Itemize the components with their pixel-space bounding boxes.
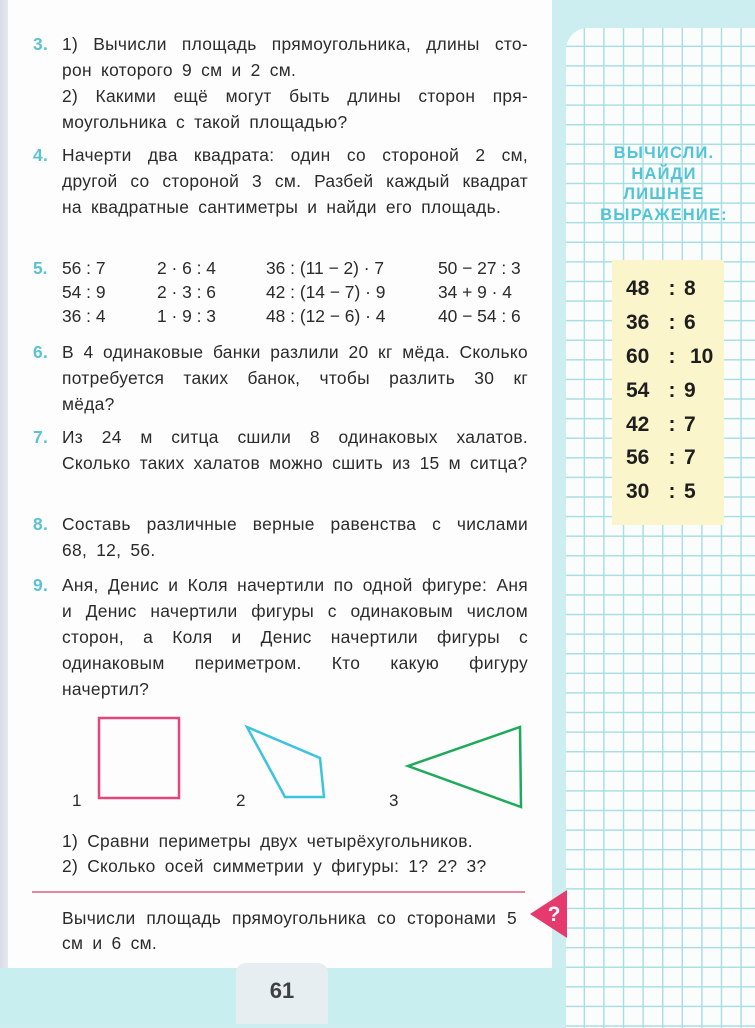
expression: 36 : (11 − 2) · 7 xyxy=(266,258,385,278)
task-line: рон которого 9 см и 2 см. xyxy=(62,60,297,80)
task-number: 9. xyxy=(33,575,49,595)
operator: : xyxy=(668,345,676,368)
figure-label: 2 xyxy=(236,791,246,810)
sidebar-title-line: ВЫЧИСЛИ. xyxy=(613,144,715,162)
task-line: 1) Вычисли площадь прямоугольника, длины сто- xyxy=(62,34,528,54)
operator: : xyxy=(668,446,676,469)
question-badge-shape xyxy=(530,890,568,940)
card-expression xyxy=(612,480,724,512)
task-7 xyxy=(33,424,528,476)
divisor: 6 xyxy=(684,311,696,334)
expression: 36 : 4 xyxy=(62,306,106,326)
subquestion: 1) Сравни периметры двух четырёхугольников. xyxy=(62,831,473,851)
operator: : xyxy=(668,379,676,402)
task-number: 7. xyxy=(33,427,49,447)
operator: : xyxy=(668,480,676,503)
expression: 42 : (14 − 7) · 9 xyxy=(266,282,386,302)
sidebar-title-line: НАЙДИ xyxy=(631,164,697,183)
task-line: моугольника с такой площадью? xyxy=(62,112,348,132)
task-line: 2) Какими ещё могут быть длины сторон пря- xyxy=(62,86,528,106)
expression-column xyxy=(266,256,385,328)
expression: 2 · 3 : 6 xyxy=(157,282,216,302)
task-text: Из 24 м ситца сшили 8 одинаковых халатов. Сколько таких халатов можно сшить из 15 м ситца? xyxy=(62,427,528,473)
task-number: 6. xyxy=(33,342,49,362)
divisor: 7 xyxy=(684,413,696,436)
expression: 50 − 27 : 3 xyxy=(438,258,521,278)
expression-column xyxy=(438,256,521,328)
figure-2-quadrilateral xyxy=(247,727,324,797)
question-mark: ? xyxy=(547,903,561,926)
card-expression xyxy=(612,277,724,309)
divisor: 9 xyxy=(684,379,696,402)
sidebar-title-line: ЛИШНЕЕ xyxy=(623,185,705,203)
dividend: 42 xyxy=(626,413,650,436)
extra-task: Вычисли площадь прямоугольника со сторонами 5 см и 6 см. xyxy=(62,908,517,953)
expression: 1 · 9 : 3 xyxy=(157,306,216,326)
task-text: Составь различные верные равенства с числами 68, 12, 56. xyxy=(62,514,528,560)
expression-column xyxy=(62,256,106,328)
task-number: 5. xyxy=(33,258,48,278)
figure-3-triangle xyxy=(408,727,521,807)
dividend: 56 xyxy=(626,446,650,469)
card-expression xyxy=(612,413,724,445)
task-6 xyxy=(33,339,528,417)
task-number: 3. xyxy=(33,34,49,54)
divisor: 10 xyxy=(690,345,714,368)
figure-1-square xyxy=(99,718,179,798)
divisor: 5 xyxy=(684,480,696,503)
divisor: 7 xyxy=(684,446,696,469)
expressions-card xyxy=(612,260,724,525)
task-number: 8. xyxy=(33,514,49,534)
question-icon xyxy=(530,890,568,940)
dividend: 54 xyxy=(626,379,650,402)
page-number: 61 xyxy=(236,963,328,1024)
task-8 xyxy=(33,511,528,563)
expression-column xyxy=(157,256,216,328)
expression: 48 : (12 − 6) · 4 xyxy=(266,306,386,326)
task-text: Начерти два квадрата: один со стороной 2 см, другой со стороной 3 см. Разбей каждый квадрат на квадратные сантиметры и найди его площадь. xyxy=(62,145,528,217)
dividend: 48 xyxy=(626,277,650,300)
card-expression xyxy=(612,311,724,343)
expression: 34 + 9 · 4 xyxy=(438,282,512,302)
sidebar-title-line: ВЫРАЖЕНИЕ: xyxy=(600,205,728,224)
operator: : xyxy=(668,277,676,300)
figures-svg xyxy=(0,700,560,825)
sidebar-title xyxy=(590,143,738,225)
divisor: 8 xyxy=(684,277,696,300)
figure-label: 1 xyxy=(72,791,82,810)
task-3 xyxy=(33,31,528,135)
operator: : xyxy=(668,311,676,334)
subquestion: 2) Сколько осей симметрии у фигуры: 1? 2? 3? xyxy=(62,856,487,876)
task-number: 4. xyxy=(33,145,49,165)
divider-line xyxy=(32,891,525,893)
expression: 2 · 6 : 4 xyxy=(157,258,216,278)
dividend: 30 xyxy=(626,480,650,503)
expression: 56 : 7 xyxy=(62,258,106,278)
dividend: 60 xyxy=(626,345,650,368)
task-text: Аня, Денис и Коля начертили по одной фигуре: Аня и Денис начертили фигуры с одинаковым числом сторон, а Коля и Денис начертили фигуры с одинаковым периметром. Кто какую фигуру начертил? xyxy=(62,575,528,699)
figure-label: 3 xyxy=(389,791,399,810)
dividend: 36 xyxy=(626,311,650,334)
card-expression xyxy=(612,379,724,411)
operator: : xyxy=(668,413,676,436)
expression: 40 − 54 : 6 xyxy=(438,306,521,326)
figures xyxy=(0,700,560,825)
expression: 54 : 9 xyxy=(62,282,106,302)
task-text: В 4 одинаковые банки разлили 20 кг мёда. Сколько потребуется таких банок, чтобы разлить 30 кг мёда? xyxy=(62,342,528,414)
task-9 xyxy=(33,572,528,702)
card-expression xyxy=(612,345,724,377)
card-expression xyxy=(612,446,724,478)
task-4 xyxy=(33,142,528,220)
